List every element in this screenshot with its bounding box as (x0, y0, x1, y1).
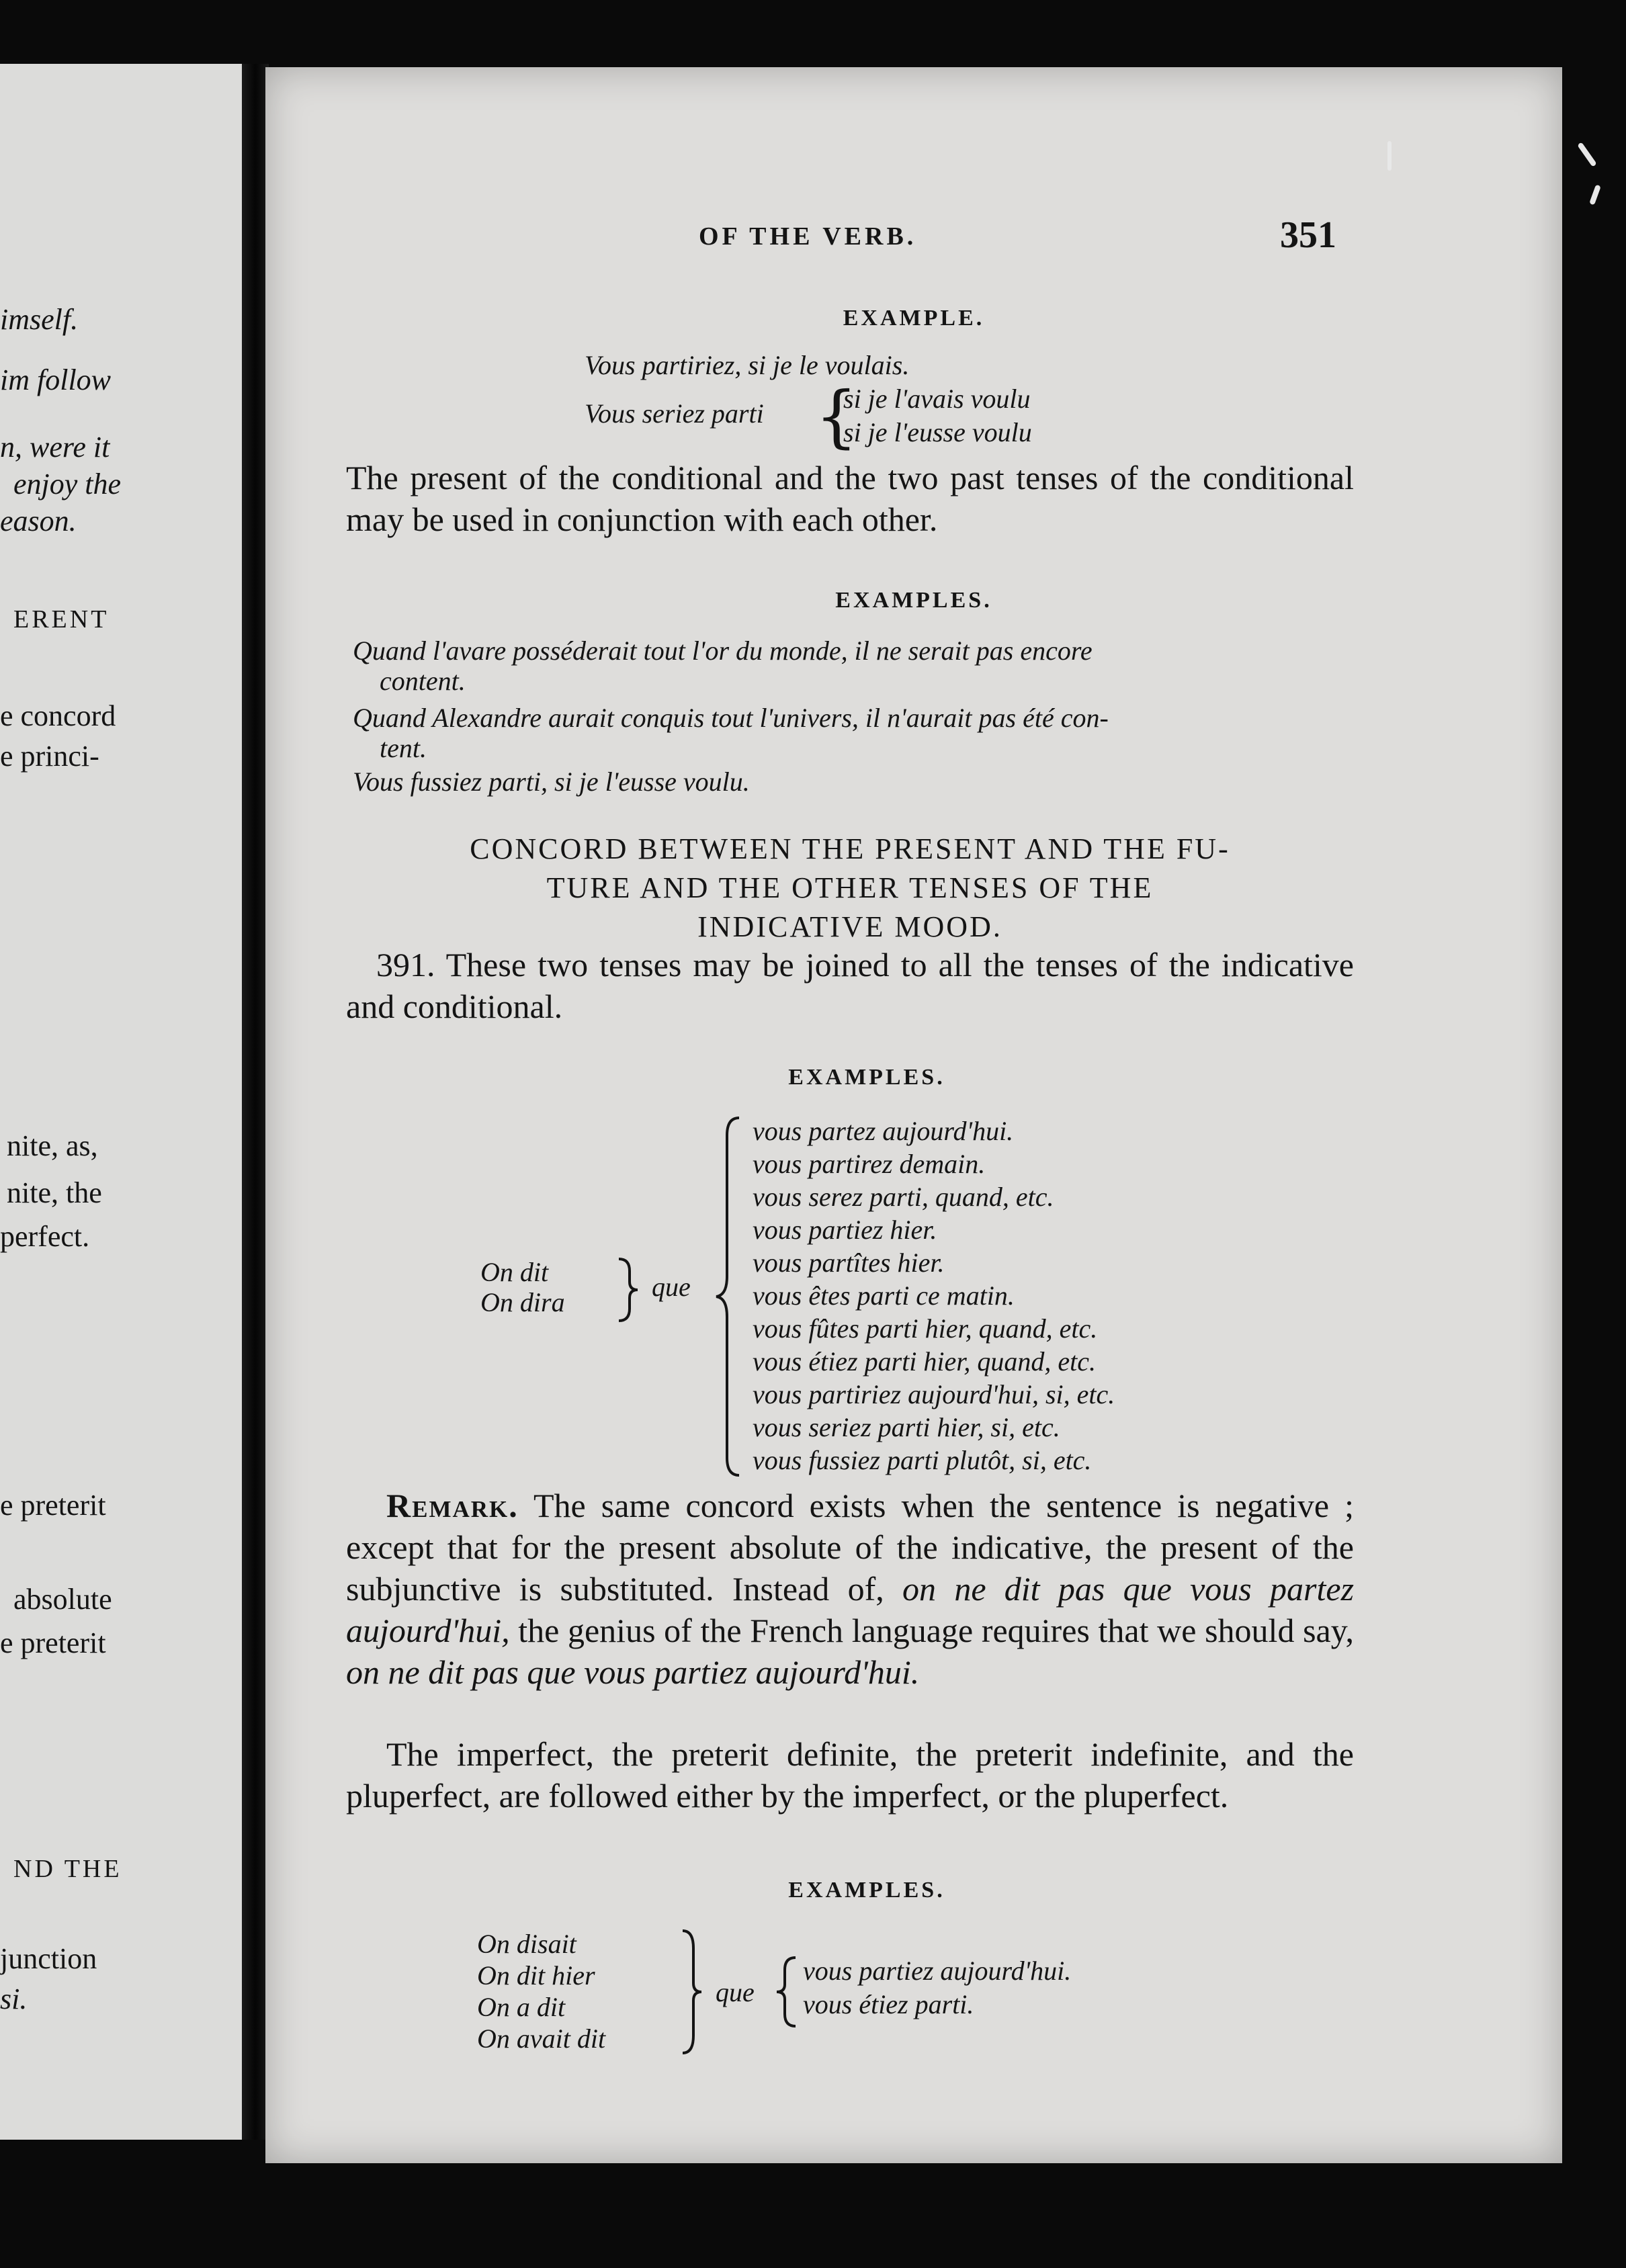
left-page-fragment: nite, the (7, 1176, 102, 1209)
example-tense: vous partirez demain. (753, 1149, 986, 1179)
section-title-line: CONCORD BETWEEN THE PRESENT AND THE FU- (470, 832, 1230, 865)
examples-heading: EXAMPLES. (835, 588, 992, 613)
left-page-fragment: si. (0, 1982, 28, 2015)
page-number: 351 (1280, 214, 1336, 256)
film-edge (1562, 64, 1626, 2268)
left-page-fragment: n, were it (0, 431, 110, 464)
brace-left (712, 1115, 746, 1478)
paragraph-imperfect: The imperfect, the preterit definite, the preterit indefinite, and the pluperfect, are followed either by the imperfect, or the pluperfect. (346, 1735, 1354, 1815)
example-tense: vous fûtes parti hier, quand, etc. (753, 1313, 1098, 1344)
remark-example: on ne dit pas que vous partiez aujourd'hui. (346, 1653, 920, 1691)
example-line: Quand Alexandre aurait conquis tout l'univers, il n'aurait pas été con- (353, 703, 1109, 733)
brace: { (815, 377, 858, 455)
left-page-fragment: ERENT (13, 605, 110, 634)
example-tense: vous partiez hier. (753, 1215, 937, 1245)
book-gutter (242, 64, 269, 2140)
left-page-fragment: e princi- (0, 740, 99, 773)
brace-right (679, 1928, 705, 2056)
example-tense: vous étiez parti hier, quand, etc. (753, 1346, 1097, 1377)
example-tense: vous partiriez aujourd'hui, si, etc. (753, 1379, 1115, 1409)
example-tense: vous partîtes hier. (753, 1248, 945, 1278)
left-page-fragment: e preterit (0, 1626, 106, 1659)
film-scratch (1387, 141, 1392, 171)
brace-left (773, 1955, 800, 2029)
left-page-fragment: imself. (0, 303, 79, 336)
subject-line: On dit hier (477, 1960, 595, 1991)
examples-heading: EXAMPLES. (788, 1878, 945, 1903)
subject-on-dit: On dit (480, 1257, 549, 1287)
left-facing-page (0, 64, 242, 2140)
paragraph-number: 391. (376, 946, 435, 984)
example-line: content. (380, 666, 466, 696)
paragraph-text: These two tenses may be joined to all the tenses of the indicative and conditional. (346, 946, 1354, 1025)
left-page-fragment: perfect. (0, 1220, 90, 1253)
section-title (346, 830, 1354, 947)
left-page-fragment: e preterit (0, 1489, 106, 1522)
connector-que: que (716, 1977, 755, 2007)
remark-example: on ne dit pas que vous partez aujourd'hui, (346, 1570, 1355, 1649)
subject-line: On disait (477, 1929, 576, 1959)
example-tense: vous étiez parti. (803, 1989, 974, 2019)
running-header: OF THE VERB. (699, 222, 917, 251)
example-tense: vous serez parti, quand, etc. (753, 1182, 1054, 1212)
paragraph-391 (346, 944, 1354, 1027)
subject-line: On avait dit (477, 2023, 606, 2054)
example-line-lead: Vous seriez parti (585, 398, 764, 429)
left-page-fragment: e concord (0, 699, 116, 732)
subject-line: On a dit (477, 1992, 566, 2022)
example-tense: vous partez aujourd'hui. (753, 1116, 1014, 1146)
remark-text: The same concord exists when the sentence is negative ; except that for the present absolute of the indicative, the present of the subjunctive is substituted. Instead of, (346, 1487, 1354, 1608)
subject-on-dira: On dira (480, 1287, 565, 1317)
example-line: Vous fussiez parti, si je l'eusse voulu. (353, 767, 750, 797)
left-page-fragment: ND THE (13, 1855, 122, 1883)
example-tense: vous fussiez parti plutôt, si, etc. (753, 1445, 1092, 1475)
brace-right (615, 1256, 642, 1323)
left-page-fragment: nite, as, (7, 1129, 98, 1162)
example-tense: vous êtes parti ce matin. (753, 1280, 1015, 1311)
section-title-line: TURE AND THE OTHER TENSES OF THE (546, 871, 1154, 904)
example-heading: EXAMPLE. (843, 306, 985, 331)
section-title-line: INDICATIVE MOOD. (697, 910, 1002, 943)
example-tense: vous partiez aujourd'hui. (803, 1956, 1072, 1986)
left-page-fragment: eason. (0, 505, 77, 537)
example-line: tent. (380, 733, 427, 763)
remark-label: Remark. (386, 1487, 519, 1524)
connector-que: que (652, 1272, 691, 1302)
example-option: si je l'avais voulu (843, 384, 1031, 414)
left-page-fragment: im follow (0, 363, 112, 396)
paragraph-conditional: The present of the conditional and the two past tenses of the conditional may be used in conjunction with each other. (346, 459, 1354, 538)
left-page-fragment: junction (0, 1942, 97, 1975)
example-line: Quand l'avare posséderait tout l'or du monde, il ne serait pas encore (353, 636, 1093, 666)
examples-heading: EXAMPLES. (788, 1065, 945, 1090)
example-tense: vous seriez parti hier, si, etc. (753, 1412, 1060, 1442)
example-line: Vous partiriez, si je le voulais. (585, 350, 910, 380)
left-page-fragment: absolute (13, 1583, 112, 1616)
example-option: si je l'eusse voulu (843, 417, 1032, 447)
left-page-fragment: enjoy the (13, 468, 122, 500)
remark-paragraph (346, 1485, 1354, 1693)
remark-text: the genius of the French language requires that we should say, (518, 1612, 1354, 1649)
